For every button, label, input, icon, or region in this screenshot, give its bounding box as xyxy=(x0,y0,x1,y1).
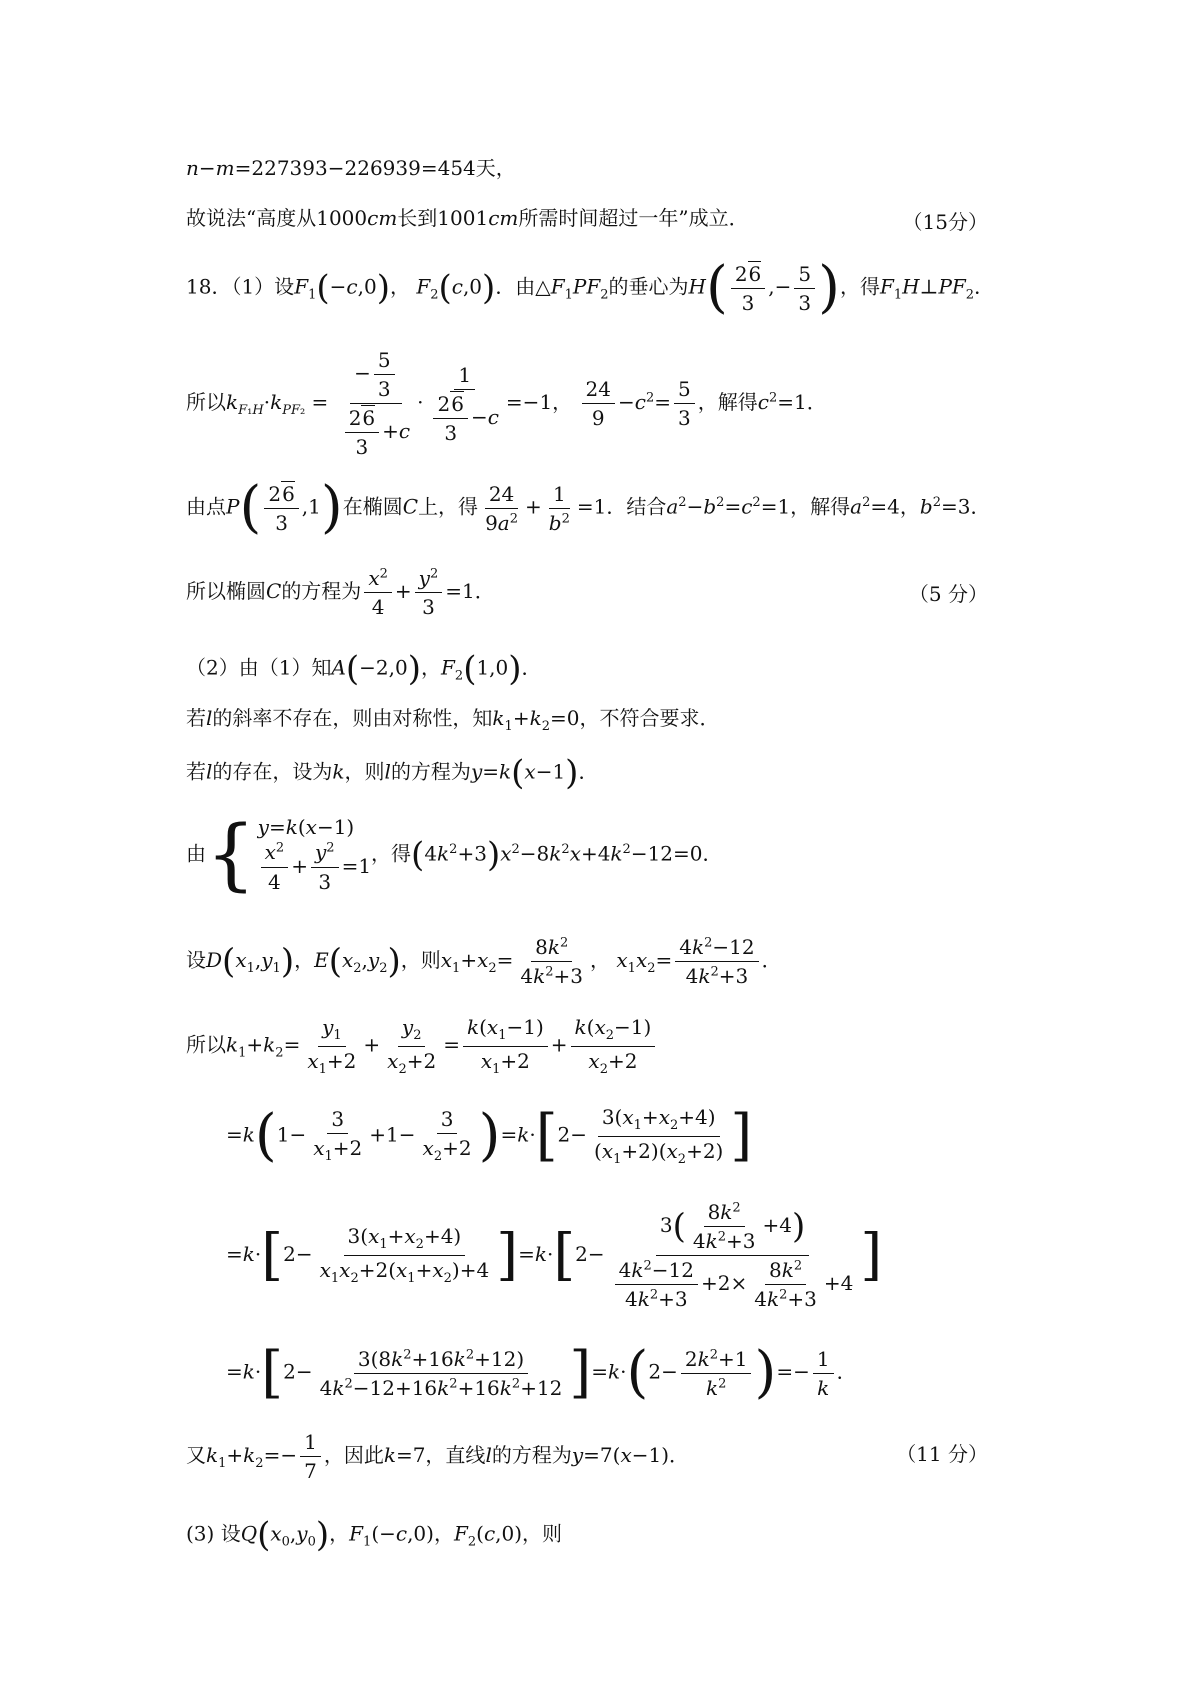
line-17: (3) 设$Q(x_0,y_0)$，$F_1(-c,0)$，$F_2(c,0)$，则 xyxy=(186,1515,563,1555)
line-11: 设$D(x_1,y_1)$，$E(x_2,y_2)$，则$x_1+x_2=$ $\frac{8k^2}{4k^2+3}$ ， $x_1x_2=$ $\frac{4k^2-12}{4k^2+3}$ ． xyxy=(186,935,782,988)
score-15: （15分） xyxy=(902,210,988,234)
line-13: =k(1− $\frac{3}{x_1+2}$ +1− $\frac{3}{x_2+2}$ )=k·[2− $\frac{3(x_1+x_2+4)}{(x_1+2)(x_2+2)}$ ] xyxy=(226,1103,753,1169)
line-6: 所以椭圆C的方程为 $\frac{x^2}{4}$ + $\frac{y^2}{3}$ =1． xyxy=(186,566,495,619)
line-15: =k·[2− $\frac{3(8k^2+16k^2+12)}{4k^2-12+16k^2+16k^2+12}$ ]=k·(2− $\frac{2k^2+1}{k^2}$ )=− $\frac{1}{k}$ ． xyxy=(226,1340,857,1405)
line-7: （2）由（1）知A(−2,0)，$F_2(1,0)$． xyxy=(186,649,542,689)
line-2: 故说法“高度从1000cm长到1001cm所需时间超过一年”成立． xyxy=(186,206,749,230)
score-11: （11 分） xyxy=(896,1442,988,1466)
line-14: =k·[2− $\frac{3(x_1+x_2+4)}{x_1x_2+2(x_1+x_2)+4}$ ]=k·[2− 3( $\frac{8k^2}{4k^2+3}$ +4) $\frac{4k^2-12}{4k^2+3}$ +2× $\frac{8k^2}{4k^2+3}$ +4 ] xyxy=(226,1200,883,1311)
line-10: 由{ y=k(x−1) $\frac{x^2}{4}$ + $\frac{y^2}{3}$ =1 ，得$(4k^2+3)x^2-8k^2x+4k^2-12=0$． xyxy=(186,810,723,900)
score-5: （5 分） xyxy=(908,582,988,606)
line-1: n−m=227393−226939=454天， xyxy=(186,156,516,180)
line-3: 18．（1）设$F_1(-c,0)$， $F_2(c,0)$．由$\triangle F_1PF_2$的垂心为H( $\frac{26}{3}$ ,− $\frac{5}{3}$ )，得$F_1H\perp PF_2$． xyxy=(186,255,995,320)
line-9: 若l的存在，设为k，则l的方程为y=k(x−1)． xyxy=(186,753,599,793)
line-16: 又$k_1+k_2=-$ $\frac{1}{7}$ ，因此k=7，直线l的方程为y=7(x−1)． xyxy=(186,1430,690,1483)
line-8: 若l的斜率不存在，则由对称性，知$k_1+k_2=0$，不符合要求． xyxy=(186,706,720,734)
line-4: 所以$k_{F_1H}\cdot k_{PF_2}$ = − $\frac{5}{3}$ $\frac{26}{3}$ +c · 1 $\frac{26}{3}$ −c =−1， $\frac{24}{9}$ $-c^2=$ $\frac{5}{3}$ ，解得$c^2=1$． xyxy=(186,348,827,459)
line-12: 所以$k_1+k_2=$ $\frac{y_1}{x_1+2}$ + $\frac{y_2}{x_2+2}$ = $\frac{k(x_1-1)}{x_1+2}$ + $\frac{k(x_2-1)}{x_2+2}$ xyxy=(186,1015,658,1077)
line-5: 由点P( $\frac{26}{3}$ ,1)在椭圆C上，得 $\frac{24}{9a^2}$ + $\frac{1}{b^2}$ =1．结合$a^2-b^2=c^2=1$，解得$a^2=4$，$b^2=3$． xyxy=(186,475,991,540)
